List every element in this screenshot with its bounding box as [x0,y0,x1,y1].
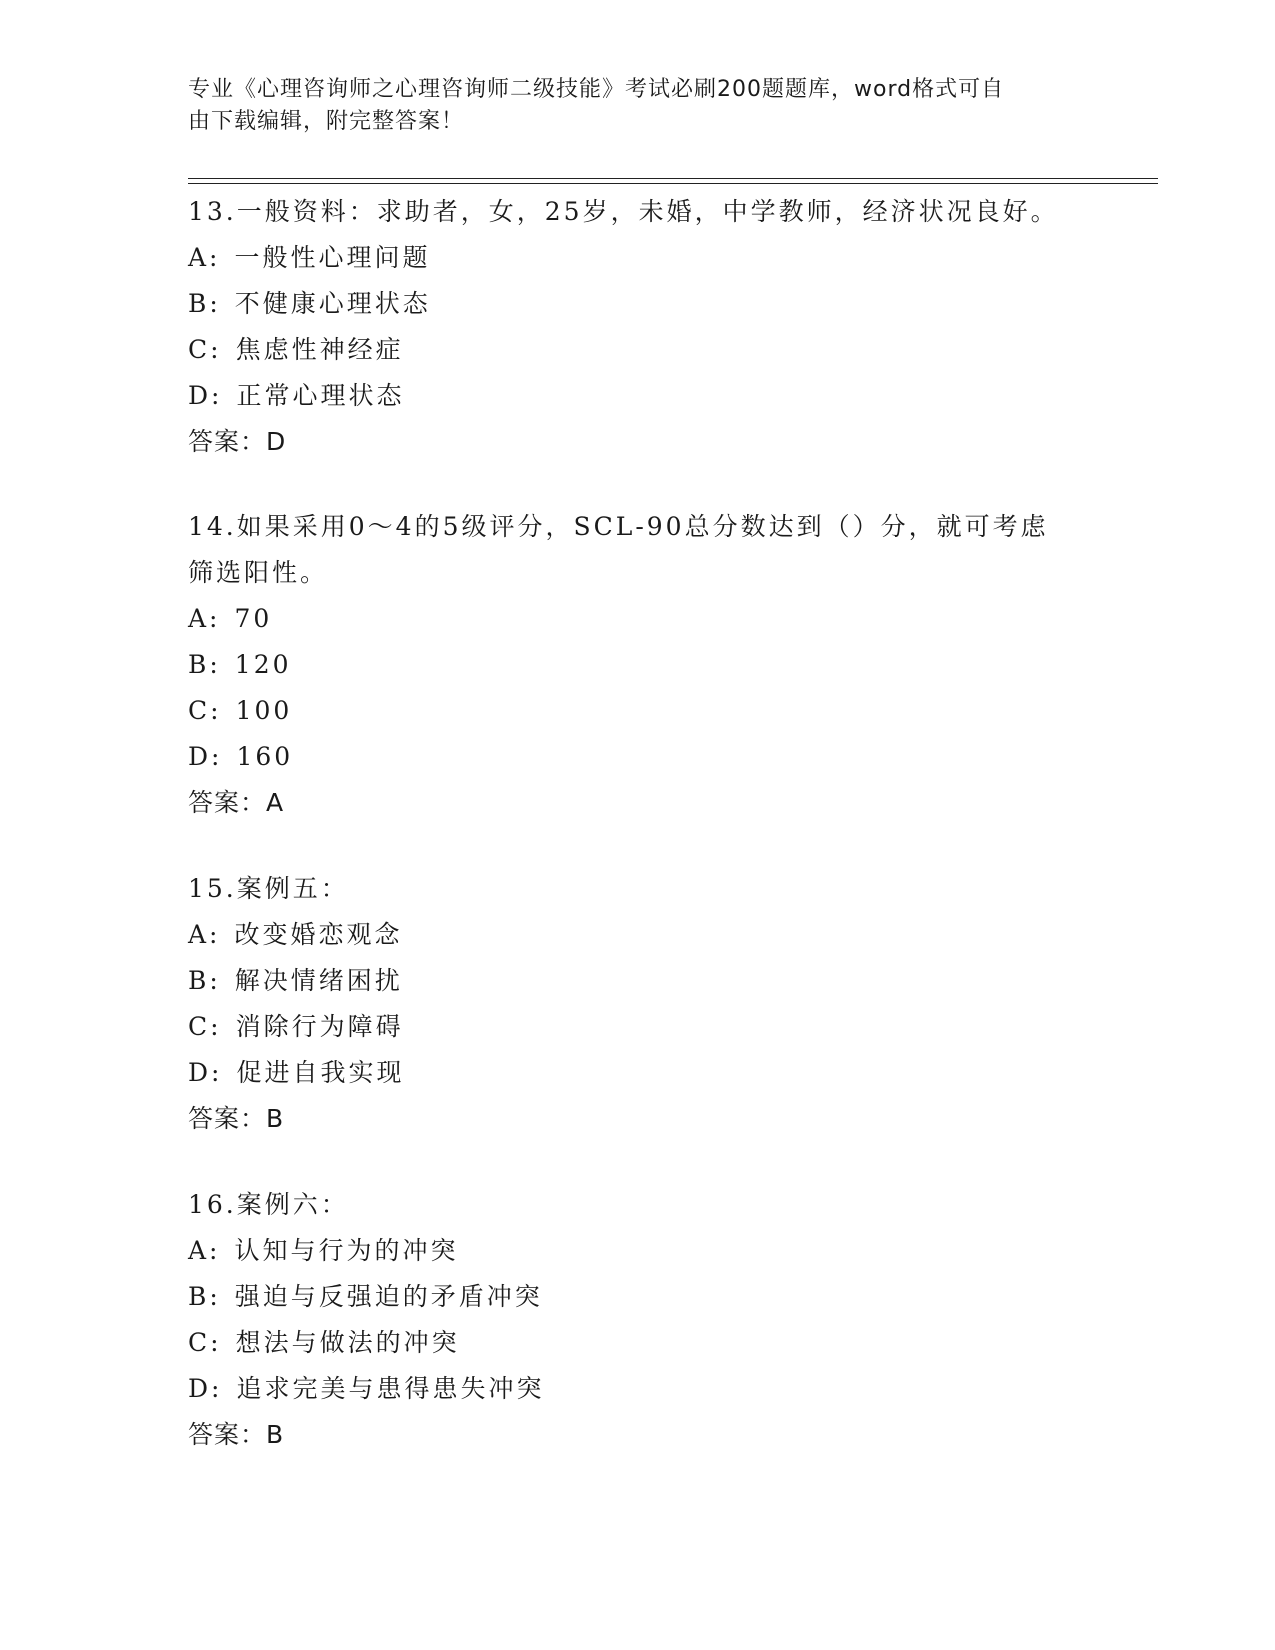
option-a [188,912,1088,958]
question-stem: 16.案例六： [188,1190,349,1219]
question-stem: 13.一般资料：求助者，女，25岁，未婚，中学教师，经济状况良好。 [188,197,1059,226]
header-divider-bottom [188,183,1158,184]
option-letter: A: [188,243,221,272]
option-letter: D: [188,381,223,410]
document-header [188,74,1078,138]
question-16 [188,1182,1088,1458]
option-a [188,1228,1088,1274]
option-letter: D: [188,742,223,771]
option-c [188,688,1088,734]
option-letter: C: [188,335,222,364]
option-d [188,373,1088,419]
header-line-1: 专业《心理咨询师之心理咨询师二级技能》考试必刷200题题库，word格式可自 [188,77,1005,102]
option-letter: B: [188,1282,221,1311]
option-b [188,1274,1088,1320]
header-divider-top [188,178,1158,179]
option-text: 焦虑性神经症 [235,335,404,364]
option-b [188,642,1088,688]
answer-line: 答案：A [188,788,285,817]
option-a [188,596,1088,642]
option-text: 解决情绪困扰 [234,966,403,995]
option-letter: C: [188,1328,222,1357]
answer-line: 答案：B [188,1420,285,1449]
option-text: 强迫与反强迫的矛盾冲突 [234,1282,543,1311]
option-letter: C: [188,1012,222,1041]
option-d [188,1050,1088,1096]
option-c [188,1320,1088,1366]
question-stem-continued: 筛选阳性。 [188,558,329,587]
option-text: 促进自我实现 [236,1058,405,1087]
option-c [188,1004,1088,1050]
option-text: 消除行为障碍 [235,1012,404,1041]
option-text: 160 [236,742,294,771]
option-b [188,281,1088,327]
option-text: 100 [235,696,293,725]
option-letter: D: [188,1374,223,1403]
option-letter: A: [188,604,221,633]
option-c [188,327,1088,373]
option-letter: B: [188,289,221,318]
question-stem: 15.案例五： [188,874,349,903]
option-letter: D: [188,1058,223,1087]
option-text: 正常心理状态 [236,381,405,410]
option-text: 一般性心理问题 [234,243,431,272]
option-text: 70 [234,604,273,633]
question-14 [188,504,1088,826]
option-letter: A: [188,920,221,949]
option-text: 不健康心理状态 [234,289,431,318]
option-d [188,1366,1088,1412]
question-15 [188,866,1088,1142]
option-text: 认知与行为的冲突 [234,1236,459,1265]
option-text: 想法与做法的冲突 [235,1328,460,1357]
option-text: 追求完美与患得患失冲突 [236,1374,545,1403]
option-letter: A: [188,1236,221,1265]
option-text: 改变婚恋观念 [234,920,403,949]
option-d [188,734,1088,780]
answer-line: 答案：B [188,1104,285,1133]
option-a [188,235,1088,281]
option-b [188,958,1088,1004]
option-letter: B: [188,650,221,679]
option-letter: B: [188,966,221,995]
question-stem: 14.如果采用0～4的5级评分，SCL-90总分数达到（）分，就可考虑 [188,512,1049,541]
answer-line: 答案：D [188,427,287,456]
option-text: 120 [234,650,292,679]
header-line-2: 由下载编辑，附完整答案！ [188,109,465,134]
option-letter: C: [188,696,222,725]
question-13 [188,189,1088,465]
